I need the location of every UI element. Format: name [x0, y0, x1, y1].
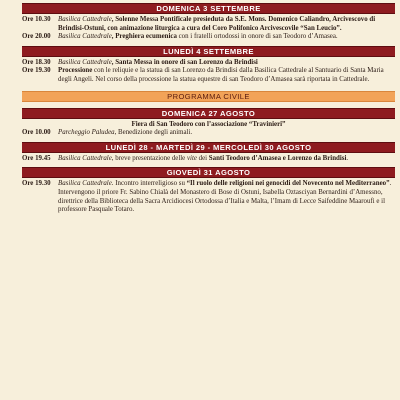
event-description	[58, 33, 395, 42]
event-description	[58, 155, 395, 164]
event-saints-presentation	[22, 155, 395, 164]
event-text-bold: , Preghiera ecumenica	[111, 33, 177, 41]
event-procession	[22, 67, 395, 84]
event-text: , Benedizione degli animali.	[114, 129, 193, 137]
event-description	[58, 180, 395, 214]
day-header-sunday-27-august: DOMENICA 27 AGOSTO	[22, 108, 395, 119]
event-animal-blessing	[22, 129, 395, 138]
event-description	[58, 67, 395, 84]
event-place: Basilica Cattedrale	[58, 16, 112, 23]
event-text-bold: “Il ruolo delle religioni nei genocidi del Novecento nel Mediterraneo”	[186, 180, 390, 188]
event-time: Ore 19.30	[22, 67, 51, 75]
event-description	[58, 16, 395, 33]
event-interreligious-meeting	[22, 180, 395, 214]
event-description	[58, 59, 395, 68]
day-header-monday-4-september: LUNEDÌ 4 SETTEMBRE	[22, 46, 395, 57]
event-place: Parcheggio Paludea	[58, 129, 115, 137]
event-label: Processione	[58, 67, 93, 75]
event-place: Basilica Cattedrale	[58, 33, 112, 41]
event-text-italic: vite	[186, 154, 197, 162]
event-place: Basilica Cattedrale	[58, 58, 112, 66]
day-header-sunday-3-september: DOMENICA 3 SETTEMBRE	[22, 3, 395, 14]
event-time: Ore 19.30	[22, 180, 51, 188]
day-header-28-30-august: LUNEDÌ 28 - MARTEDÌ 29 - MERCOLEDÌ 30 AGOSTO	[22, 142, 395, 153]
event-place: Basilica Cattedrale	[58, 154, 112, 162]
event-time: Ore 10.30	[22, 16, 51, 23]
event-text: con i fratelli ortodossi in onore di san Teodoro d’Amasea.	[176, 33, 338, 41]
event-text-end: .	[346, 154, 349, 162]
event-time: Ore 19.45	[22, 154, 51, 162]
event-text: , Solenne Messa Pontificale presieduta da S.E. Mons. Domenico Caliandro, Arcivescovo di Brindisi-Ostuni, con animazione liturgica a cura del Coro Polifonico Arcivescovile “San Leucio”.	[58, 16, 376, 32]
program-page	[22, 3, 395, 215]
event-solemn-mass	[22, 16, 395, 33]
event-description	[58, 129, 395, 138]
event-text-bold: , Santa Messa in onore di san Lorenzo da Brindisi	[111, 58, 258, 66]
event-text-bold: Santi Teodoro d’Amasea e Lorenzo da Brindisi	[208, 154, 347, 162]
event-time: Ore 18.30	[22, 58, 51, 66]
event-text: . Incontro interreligioso su	[111, 180, 187, 188]
event-ecumenical-prayer	[22, 33, 395, 42]
event-text-2: dei	[196, 154, 209, 162]
event-text: , breve presentazione delle	[111, 154, 187, 162]
civil-program-header: PROGRAMMA CIVILE	[22, 91, 395, 102]
event-fair-title: Fiera di San Teodoro con l’associazione “Travinieri”	[131, 120, 286, 128]
event-text-2: . Intervengono il priore Fr. Sabino Chialà del Monastero di Bose di Ostuni, Isabella Oztasciyan Bernardini d’Amessno, direttrice della Biblioteca della Sacra Arcidiocesi Ortodossa d’Italia e Malta, l’Imam di Lecce Saifeddine Maaroufi e il professore Pasquale Totaro.	[58, 180, 392, 214]
event-time: Ore 10.00	[22, 129, 51, 137]
event-time: Ore 20.00	[22, 33, 51, 41]
event-place: Basilica Cattedrale	[58, 180, 112, 188]
event-text: con le reliquie e la statua di san Lorenzo da Brindisi dalla Basilica Cattedrale al Santuario di Santa Maria degli Angeli. Nel corso della processione la statua equestre di san Teodoro d’Amasea sarà riportata in Cattedrale.	[58, 67, 384, 83]
event-holy-mass	[22, 59, 395, 68]
day-header-thursday-31-august: GIOVEDÌ 31 AGOSTO	[22, 167, 395, 178]
